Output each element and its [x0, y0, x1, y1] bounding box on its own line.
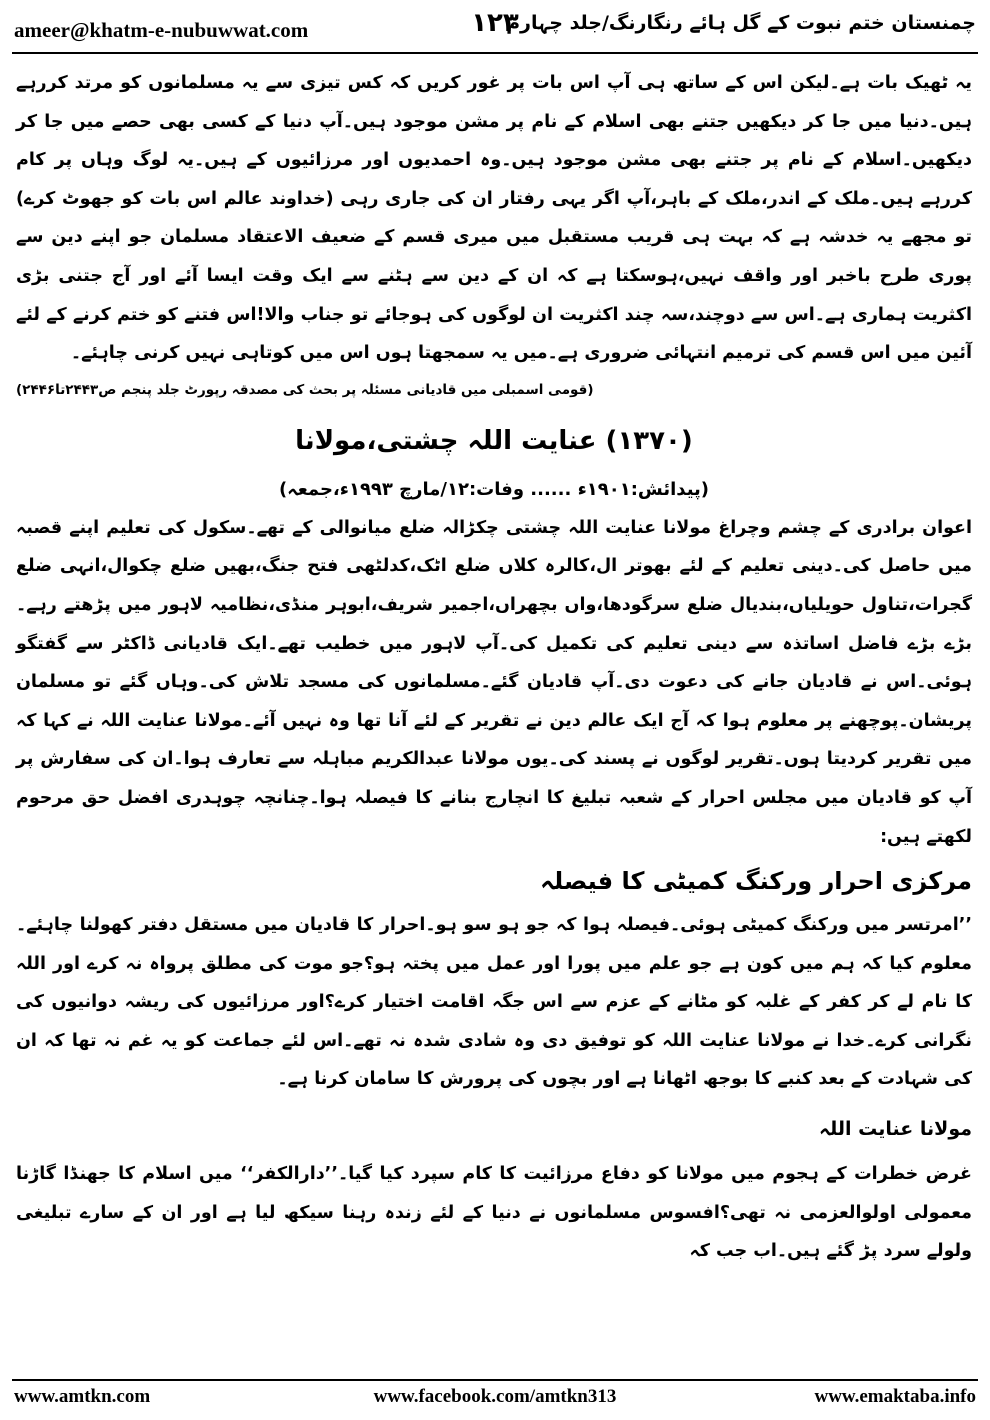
- page-content: [16, 64, 972, 1271]
- footer-link-emaktaba[interactable]: www.emaktaba.info: [814, 1386, 976, 1407]
- entry-title: (۱۳۷۰) عنایت اللہ چشتی،مولانا: [295, 425, 693, 456]
- header-rule: [12, 52, 978, 54]
- intro-paragraph: یہ ٹھیک بات ہے۔لیکن اس کے ساتھ ہی آپ اس بات پر غور کریں کہ کس تیزی سے یہ مسلمانوں کو مرتد کررہے ہیں۔دنیا میں جا کر دیکھیں جتنے بھی اسلام کے نام پر مشن موجود ہیں۔آپ دنیا کے کسی بھی حصے میں جا کر دیکھیں۔اسلام کے نام پر جتنے بھی مشن موجود ہیں۔وہ احمدیوں اور مرزائیوں کے ہیں۔یہ لوگ وہاں پر کام کررہے ہیں۔ملک کے اندر،ملک کے باہر،آپ اگر یہی رفتار ان کی جاری رہی (خداوند عالم اس بات کو جھوٹ کرے) تو مجھے یہ خدشہ ہے کہ بہت ہی قریب مستقبل میں میری قسم کے ضعیف الاعتقاد مسلمان جو اپنے دین سے پوری طرح باخبر اور واقف نہیں،ہوسکتا ہے کہ ان کے دین سے ہٹنے سے ایک وقت ایسا آئے اور آج جتنی بڑی اکثریت ہماری ہے۔اس سے دوچند،سہ چند اکثریت ان لوگوں کی ہوجائے تو جناب والا!اس فتنے کو ختم کرنے کے لئے آئین میں اس قسم کی ترمیم انتہائی ضروری ہے۔میں یہ سمجھتا ہوں اس میں کوتاہی نہیں کرنی چاہئے۔: [16, 73, 972, 364]
- entry-dates: (پیدائش:۱۹۰۱ء ...... وفات:۱۲/مارچ ۱۹۹۳ء،جمعہ): [278, 478, 710, 500]
- sub-heading: مولانا عنایت اللہ: [819, 1118, 972, 1141]
- citation: (قومی اسمبلی میں قادیانی مسئلہ پر بحث کی مصدقہ رپورٹ جلد پنجم ص۲۴۴۳تا۲۴۴۶): [16, 381, 594, 398]
- quote-paragraph: ’’امرتسر میں ورکنگ کمیٹی ہوئی۔فیصلہ ہوا کہ جو ہو سو ہو۔احرار کا قادیان میں مستقل دفتر کھولنا چاہئے۔معلوم کیا کہ ہم میں کون ہے جو علم میں پورا اور عمل میں پختہ ہو؟جو موت کی مطلق پرواہ نہ کرے اور اللہ کا نام لے کر کفر کے غلبہ کو مٹانے کے عزم سے اس جگہ اقامت اختیار کرے؟اور مرزائیوں کی ریشہ دوانیوں کی نگرانی کرے۔خدا نے مولانا عنایت اللہ کو توفیق دی وہ شادی شدہ نہ تھے۔اس لئے جماعت کو یہ غم نہ تھا کہ ان کی شہادت کے بعد کنبے کا بوجھ اٹھانا ہے اور بچوں کی پرورش کا سامان کرنا ہے۔: [16, 915, 973, 1090]
- section-heading: مرکزی احرار ورکنگ کمیٹی کا فیصلہ: [540, 867, 972, 896]
- page-header: [14, 8, 976, 48]
- final-paragraph: غرض خطرات کے ہجوم میں مولانا کو دفاع مرزائیت کا کام سپرد کیا گیا۔’’دارالکفر‘‘ میں اسلام کا جھنڈا گاڑنا معمولی اولوالعزمی نہ تھی؟افسوس مسلمانوں نے دنیا کے لئے زندہ رہنا سیکھ لیا ہے اور ان کے سارے تبلیغی ولولے سرد پڑ گئے ہیں۔اب جب کہ: [16, 1164, 972, 1262]
- biography-paragraph: اعوان برادری کے چشم وچراغ مولانا عنایت اللہ چشتی چکڑالہ ضلع میانوالی کے تھے۔سکول کی تعلیم اپنے قصبہ میں حاصل کی۔دینی تعلیم کے لئے بھوتر ال،کالرہ کلاں ضلع اٹک،کدلٹھی فتح جنگ،بھیں ضلع چکوال،انہی ضلع گجرات،تناول حویلیاں،بندیال ضلع سرگودھا،واں بچھراں،اجمیر شریف،ابوہر منڈی،نظامیہ لاہور میں پڑھتے رہے۔بڑے بڑے فاضل اساتذہ سے دینی تعلیم کی تکمیل کی۔آپ لاہور میں خطیب تھے۔ایک قادیانی ڈاکٹر سے گفتگو ہوئی۔اس نے قادیان جانے کی دعوت دی۔آپ قادیان گئے۔مسلمانوں کی مسجد تلاش کی۔وہاں گئے تو مسلمان پریشان۔پوچھنے پر معلوم ہوا کہ آج ایک عالم دین نے تقریر کے لئے آنا تھا وہ نہیں آئے۔مولانا عنایت اللہ نے کہا کہ میں تقریر کردیتا ہوں۔تقریر لوگوں نے پسند کی۔یوں مولانا عبدالکریم مباہلہ سے تعارف ہوا۔ان کی سفارش پر آپ کو قادیان میں مجلس احرار کے شعبہ تبلیغ کا انچارج بنانے کا فیصلہ ہوا۔چنانچہ چوہدری افضل حق مرحوم لکھتے ہیں:: [16, 517, 972, 847]
- footer-link-facebook[interactable]: www.facebook.com/amtkn313: [373, 1386, 617, 1407]
- header-email: ameer@khatm-e-nubuwwat.com: [14, 18, 309, 42]
- footer-rule: [12, 1379, 978, 1381]
- book-title: چمنستان ختم نبوت کے گل ہائے رنگارنگ/جلد چہارم: [506, 12, 976, 34]
- page-footer: [14, 1386, 976, 1412]
- footer-link-amtkn[interactable]: www.amtkn.com: [14, 1386, 151, 1407]
- page-number: ۱۲۳: [471, 8, 519, 38]
